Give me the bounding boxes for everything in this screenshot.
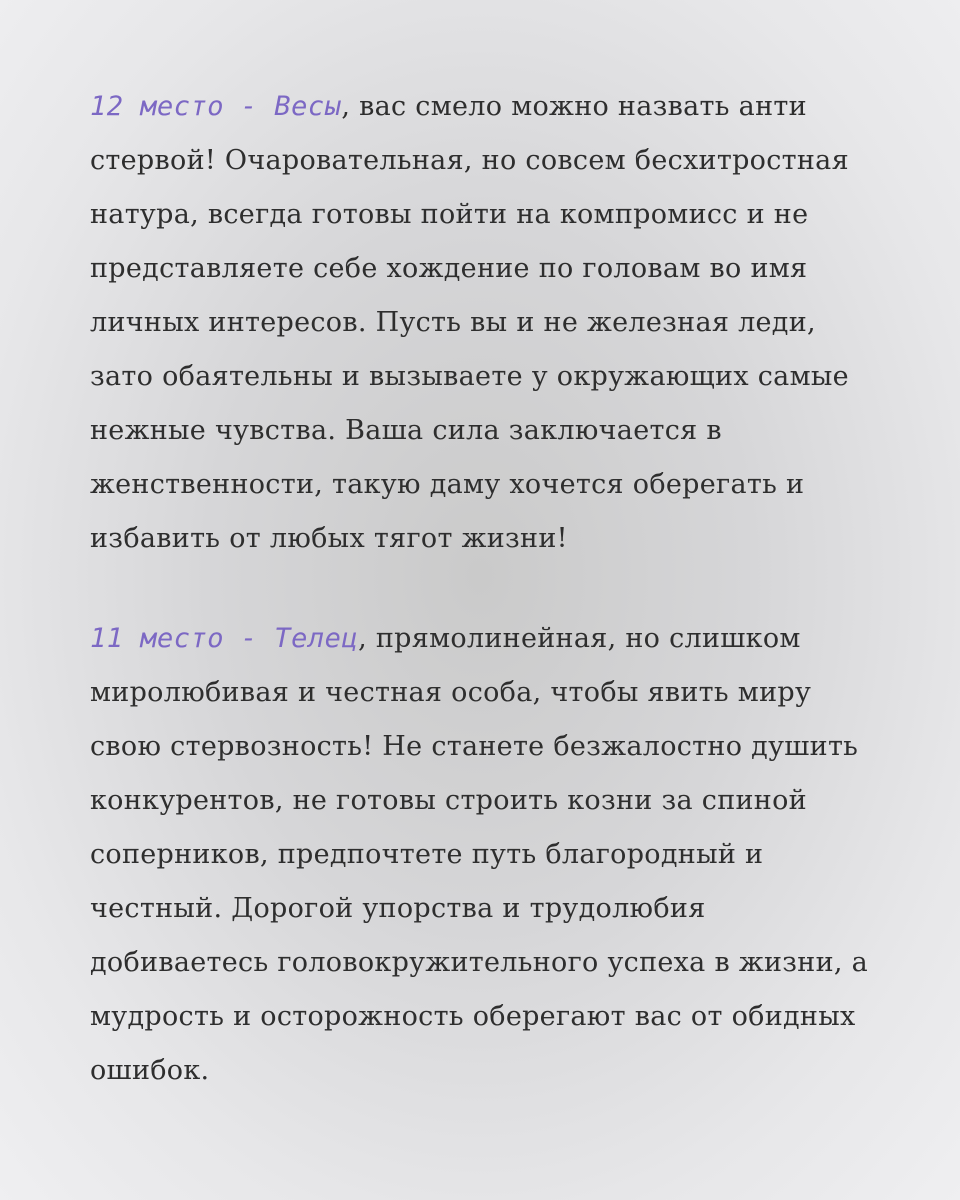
entry-line: женственности, такую даму хочется оберегать и (90, 469, 805, 500)
entry-line: зато обаятельны и вызываете у окружающих самые (90, 361, 849, 392)
entry-line: соперников, предпочтете путь благородный и (90, 839, 764, 870)
entry-text: , прямолинейная, но слишком (358, 623, 801, 654)
entry-line: миролюбивая и честная особа, чтобы явить миру (90, 677, 812, 708)
entry-first-line (90, 612, 890, 666)
entry-line: честный. Дорогой упорства и трудолюбия (90, 893, 706, 924)
entry-first-line (90, 80, 890, 134)
entry-line: избавить от любых тягот жизни! (90, 523, 568, 554)
entry-line: стервой! Очаровательная, но совсем бесхитростная (90, 145, 849, 176)
rank-label: 12 место - Весы (90, 91, 342, 122)
entry-line: ошибок. (90, 1055, 210, 1086)
entry-text: , вас смело можно назвать анти (341, 91, 807, 122)
entry-line: натура, всегда готовы пойти на компромисс и не (90, 199, 809, 230)
entry-line: свою стервозность! Не станете безжалостно душить (90, 731, 859, 762)
entry-line: нежные чувства. Ваша сила заключается в (90, 415, 722, 446)
ranking-entry-12 (90, 80, 890, 566)
ranking-entry-11 (90, 612, 890, 1098)
rank-label: 11 место - Телец (90, 623, 359, 654)
entry-line: добиваетесь головокружительного успеха в жизни, а (90, 947, 869, 978)
entry-line: конкурентов, не готовы строить козни за спиной (90, 785, 807, 816)
entry-line: личных интересов. Пусть вы и не железная леди, (90, 307, 816, 338)
entry-line: представляете себе хождение по головам во имя (90, 253, 808, 284)
entry-line: мудрость и осторожность оберегают вас от обидных (90, 1001, 856, 1032)
